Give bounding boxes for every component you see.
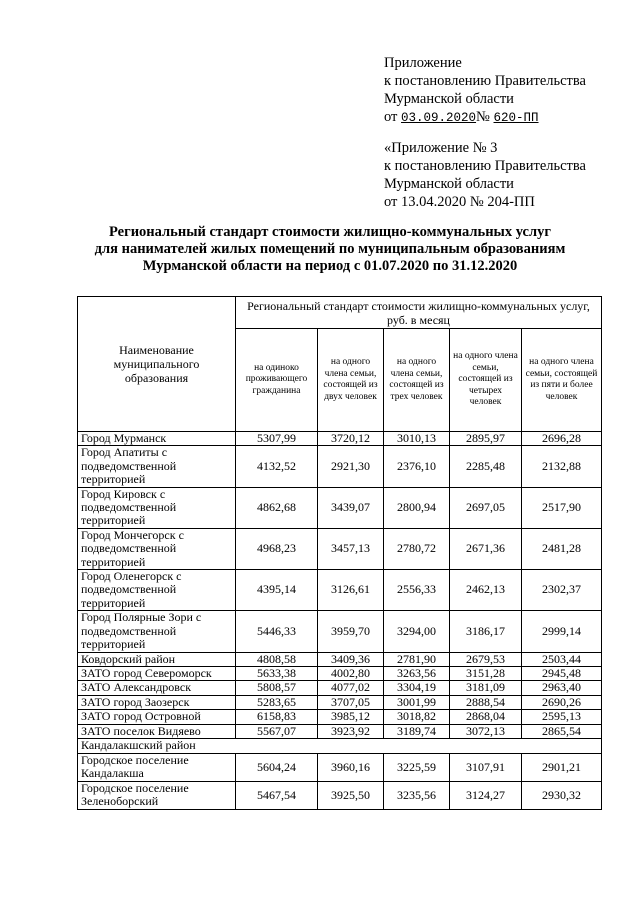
value-cell: 2302,37 [522,570,602,611]
value-cell: 3001,99 [384,695,450,709]
value-cell: 2595,13 [522,710,602,724]
section-label: Кандалакшский район [78,738,602,753]
title-line: Мурманской области на период с 01.07.2020 по 31.12.2020 [142,258,518,274]
value-cell: 5283,65 [236,695,318,709]
value-cell: 4862,68 [236,487,318,528]
value-cell: 3072,13 [450,724,522,738]
municipality-name: ЗАТО город Островной [78,710,236,724]
table-body [78,432,602,810]
subheader-cell: на одного члена семьи, состоящей из пяти и более человек [522,329,602,432]
value-cell: 5446,33 [236,611,318,652]
value-cell: 2671,36 [450,528,522,569]
subheader-cell: на одного члена семьи, состоящей из четырех человек [450,329,522,432]
municipality-name: Город Мурманск [78,432,236,446]
document-title [60,224,600,275]
subheader-cell: на одного члена семьи, состоящей из двух человек [318,329,384,432]
value-cell: 3960,16 [318,753,384,781]
appendix-block [384,54,586,211]
number-sign: № [476,109,494,125]
value-cell: 3439,07 [318,487,384,528]
table-row [78,753,602,781]
table-row [78,611,602,652]
value-cell: 6158,83 [236,710,318,724]
value-cell: 3720,12 [318,432,384,446]
value-cell: 2800,94 [384,487,450,528]
municipality-name: Городское поселение Кандалакша [78,753,236,781]
value-cell: 2690,26 [522,695,602,709]
municipality-name: Город Оленегорск с подведомственной территорией [78,570,236,611]
value-cell: 3107,91 [450,753,522,781]
table-row [78,446,602,487]
value-cell: 2930,32 [522,781,602,809]
table-row [78,487,602,528]
value-cell: 4002,80 [318,666,384,680]
municipality-name: Городское поселение Зеленоборский [78,781,236,809]
value-cell: 2679,53 [450,652,522,666]
municipality-name: ЗАТО город Заозерск [78,695,236,709]
value-cell: 2517,90 [522,487,602,528]
municipality-name: ЗАТО поселок Видяево [78,724,236,738]
value-cell: 3151,28 [450,666,522,680]
table-row [78,666,602,680]
municipality-name: ЗАТО Александровск [78,681,236,695]
value-cell: 4077,02 [318,681,384,695]
value-cell: 2697,05 [450,487,522,528]
value-cell: 4395,14 [236,570,318,611]
date-prefix: от [384,109,402,125]
municipality-name: Город Апатиты с подведомственной территорией [78,446,236,487]
title-line: Региональный стандарт стоимости жилищно-коммунальных услуг [109,224,551,240]
value-cell: 3294,00 [384,611,450,652]
quote-line: Мурманской области [384,176,514,192]
value-cell: 3018,82 [384,710,450,724]
value-cell: 2888,54 [450,695,522,709]
municipality-name: Город Кировск с подведомственной территорией [78,487,236,528]
value-cell: 5633,38 [236,666,318,680]
value-cell: 2921,30 [318,446,384,487]
value-cell: 3181,09 [450,681,522,695]
value-cell: 2376,10 [384,446,450,487]
value-cell: 3959,70 [318,611,384,652]
value-cell: 2963,40 [522,681,602,695]
value-cell: 2895,97 [450,432,522,446]
value-cell: 2462,13 [450,570,522,611]
value-cell: 3925,50 [318,781,384,809]
standards-table [77,296,602,810]
title-line: для нанимателей жилых помещений по муниципальным образованиям [94,241,566,257]
header-group: Региональный стандарт стоимости жилищно-коммунальных услуг, руб. в месяц [236,297,602,329]
table-row [78,570,602,611]
section-row [78,738,602,753]
value-cell: 2901,21 [522,753,602,781]
quote-line: к постановлению Правительства [384,158,586,174]
table-row [78,681,602,695]
header-name: Наименование муниципального образования [78,297,236,432]
value-cell: 4968,23 [236,528,318,569]
table-row [78,724,602,738]
table-row [78,652,602,666]
subheader-cell: на одного члена семьи, состоящей из трех человек [384,329,450,432]
value-cell: 2865,54 [522,724,602,738]
value-cell: 5567,07 [236,724,318,738]
value-cell: 3304,19 [384,681,450,695]
quote-line: «Приложение № 3 [384,140,498,156]
value-cell: 2503,44 [522,652,602,666]
municipality-name: Город Полярные Зори с подведомственной территорией [78,611,236,652]
value-cell: 4808,58 [236,652,318,666]
value-cell: 3457,13 [318,528,384,569]
value-cell: 2696,28 [522,432,602,446]
subheader-cell: на одиноко проживающего гражданина [236,329,318,432]
value-cell: 2481,28 [522,528,602,569]
appendix-line: к постановлению Правительства [384,73,586,89]
value-cell: 5808,57 [236,681,318,695]
value-cell: 2999,14 [522,611,602,652]
value-cell: 3263,56 [384,666,450,680]
appendix-line: Мурманской области [384,91,514,107]
value-cell: 2285,48 [450,446,522,487]
value-cell: 3186,17 [450,611,522,652]
value-cell: 3985,12 [318,710,384,724]
value-cell: 5604,24 [236,753,318,781]
value-cell: 3923,92 [318,724,384,738]
value-cell: 5307,99 [236,432,318,446]
value-cell: 2132,88 [522,446,602,487]
table-row [78,781,602,809]
value-cell: 2780,72 [384,528,450,569]
value-cell: 4132,52 [236,446,318,487]
quote-line: от 13.04.2020 № 204-ПП [384,194,535,210]
date-value: 03.09.2020 [401,111,477,125]
value-cell: 3126,61 [318,570,384,611]
appendix-line: Приложение [384,55,462,71]
value-cell: 2781,90 [384,652,450,666]
value-cell: 2868,04 [450,710,522,724]
value-cell: 3409,36 [318,652,384,666]
value-cell: 3189,74 [384,724,450,738]
municipality-name: ЗАТО город Североморск [78,666,236,680]
table-row [78,695,602,709]
value-cell: 3010,13 [384,432,450,446]
value-cell: 3124,27 [450,781,522,809]
value-cell: 3707,05 [318,695,384,709]
municipality-name: Ковдорский район [78,652,236,666]
municipality-name: Город Мончегорск с подведомственной территорией [78,528,236,569]
number-value: 620-ПП [493,111,539,125]
table-row [78,432,602,446]
appendix-date-line [384,108,586,127]
value-cell: 5467,54 [236,781,318,809]
table-row [78,528,602,569]
table-row [78,710,602,724]
value-cell: 3235,56 [384,781,450,809]
value-cell: 3225,59 [384,753,450,781]
value-cell: 2945,48 [522,666,602,680]
value-cell: 2556,33 [384,570,450,611]
